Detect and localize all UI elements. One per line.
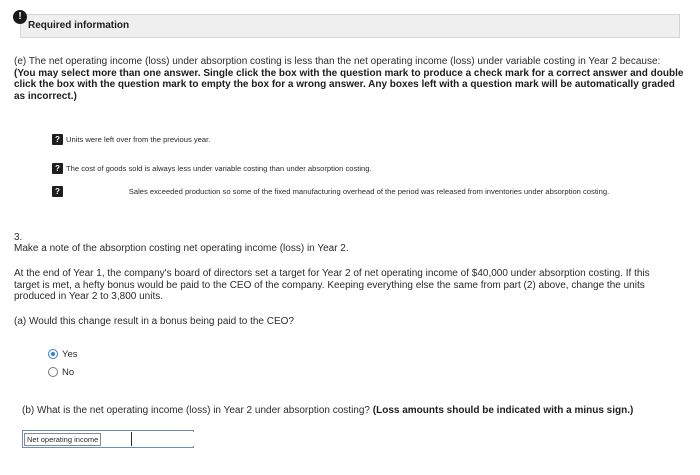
yes-radio-label: Yes [62,349,78,360]
question-3-number: 3. [14,232,23,243]
part-a-prompt: (a) Would this change result in a bonus being paid to the CEO? [14,316,294,327]
option-1-label: Units were left over from the previous year. [66,135,211,144]
no-radio[interactable] [48,367,58,377]
required-information-title: Required information [28,20,130,31]
part-e-question [14,56,684,102]
no-radio-label: No [62,367,75,378]
info-icon: ! [13,10,27,24]
option-2-checkbox[interactable]: ? [52,163,63,174]
part-b-prompt: (b) What is the net operating income (loss) in Year 2 under absorption costing? [22,405,370,416]
option-2-label: The cost of goods sold is always less under variable costing than under absorption costing. [66,164,372,173]
part-b-instruction: (Loss amounts should be indicated with a minus sign.) [372,405,634,416]
question-3-intro: Make a note of the absorption costing net operating income (loss) in Year 2. [14,243,349,254]
part-b-question [22,405,692,417]
part-e-instruction: (You may select more than one answer. Single click the box with the question mark to produce a check mark for a correct answer and double click the box with the question mark to empty the box for a wrong answer. Any boxes left with a question mark will be automatically graded as incorrect.) [14,67,684,102]
option-3-checkbox[interactable]: ? [52,186,63,197]
option-1-checkbox[interactable]: ? [52,134,63,145]
option-3-label: Sales exceeded production so some of the fixed manufacturing overhead of the period was released from inventories under absorption costing. [128,187,610,196]
yes-radio[interactable] [48,349,58,359]
question-3-scenario: At the end of Year 1, the company's board of directors set a target for Year 2 of net operating income of $40,000 under absorption costing. If this target is met, a hefty bonus would be paid to the CEO of the company. Keeping everything else the same from part (2) above, change the units produced in Year 2 to 3,800 units. [14,268,650,302]
net-operating-income-row [22,430,194,448]
net-operating-income-input[interactable] [131,432,194,446]
net-operating-income-label: Net operating income [24,433,101,446]
part-e-prompt: (e) The net operating income (loss) under absorption costing is less than the net operating income (loss) under variable costing in Year 2 because: [14,56,661,67]
